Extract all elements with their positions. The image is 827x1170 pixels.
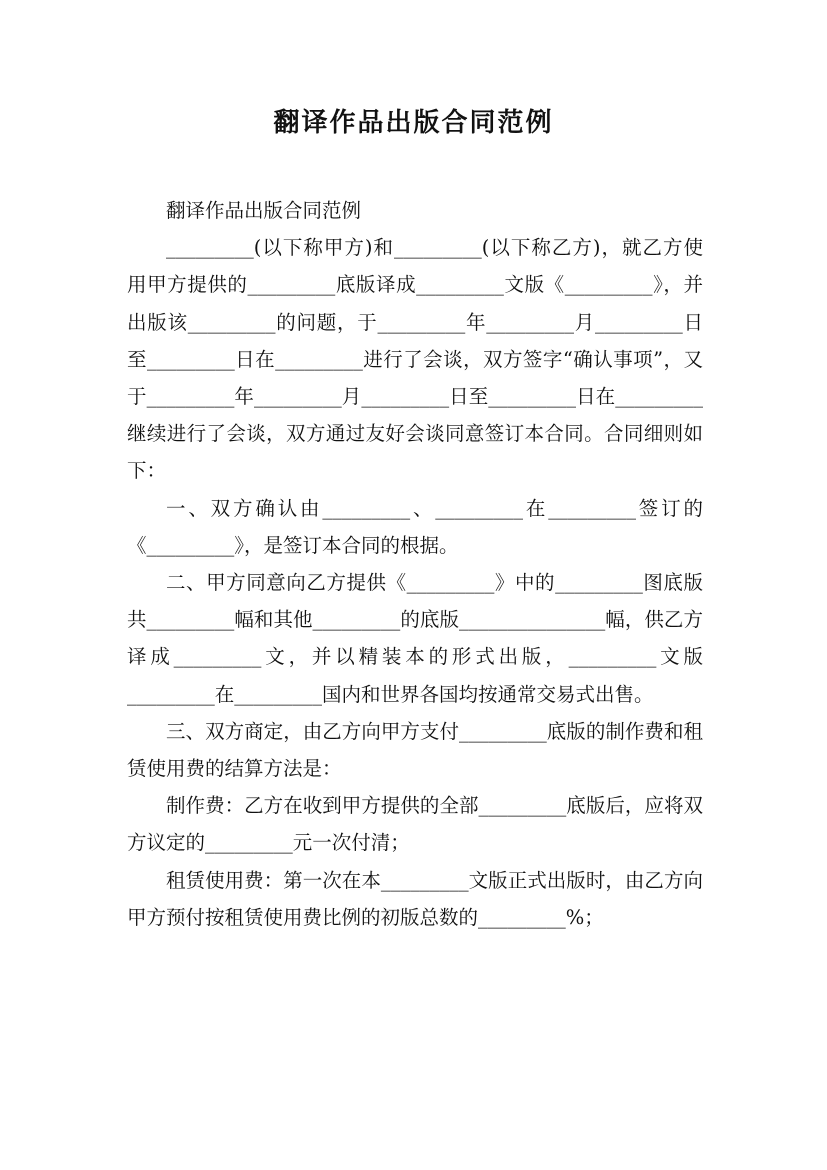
paragraph-subtitle: 翻译作品出版合同范例 [166, 199, 362, 222]
paragraph-clause-3: 三、双方商定，由乙方向甲方支付_________底版的制作费和租赁使用费的结算方法是： [127, 719, 703, 781]
document-title: 翻译作品出版合同范例 [273, 108, 554, 138]
paragraph-production-fee: 制作费：乙方在收到甲方提供的全部_________底版后，应将双方议定的_________元一次付清； [127, 794, 703, 855]
paragraph-preamble: _________(以下称甲方)和_________(以下称乙方)，就乙方使用甲方提供的_________底版译成_________文版《_________》，并出版该_________的问题，于_________年_________月_________日至_________日在_________进行了会谈，双方签字“确认事项”，又于_________年_________月_________日至_________日在_________继续进行了会谈，双方通过友好会谈同意签订本合同。合同细则如下： [127, 236, 703, 483]
paragraph-clause-2: 二、甲方同意向乙方提供《_________》中的_________图底版共_________幅和其他_________的底版_______________幅，供乙方译成_________文，并以精装本的形式出版，_________文版_________在_________国内和世界各国均按通常交易式出售。 [127, 571, 703, 706]
paragraph-rental-fee: 租赁使用费：第一次在本_________文版正式出版时，由乙方向甲方预付按租赁使用费比例的初版总数的_________%； [127, 868, 703, 929]
document-body [127, 192, 703, 936]
paragraph-clause-1: 一、双方确认由_________、_________在_________签订的《_________》，是签订本合同的根据。 [127, 496, 703, 557]
